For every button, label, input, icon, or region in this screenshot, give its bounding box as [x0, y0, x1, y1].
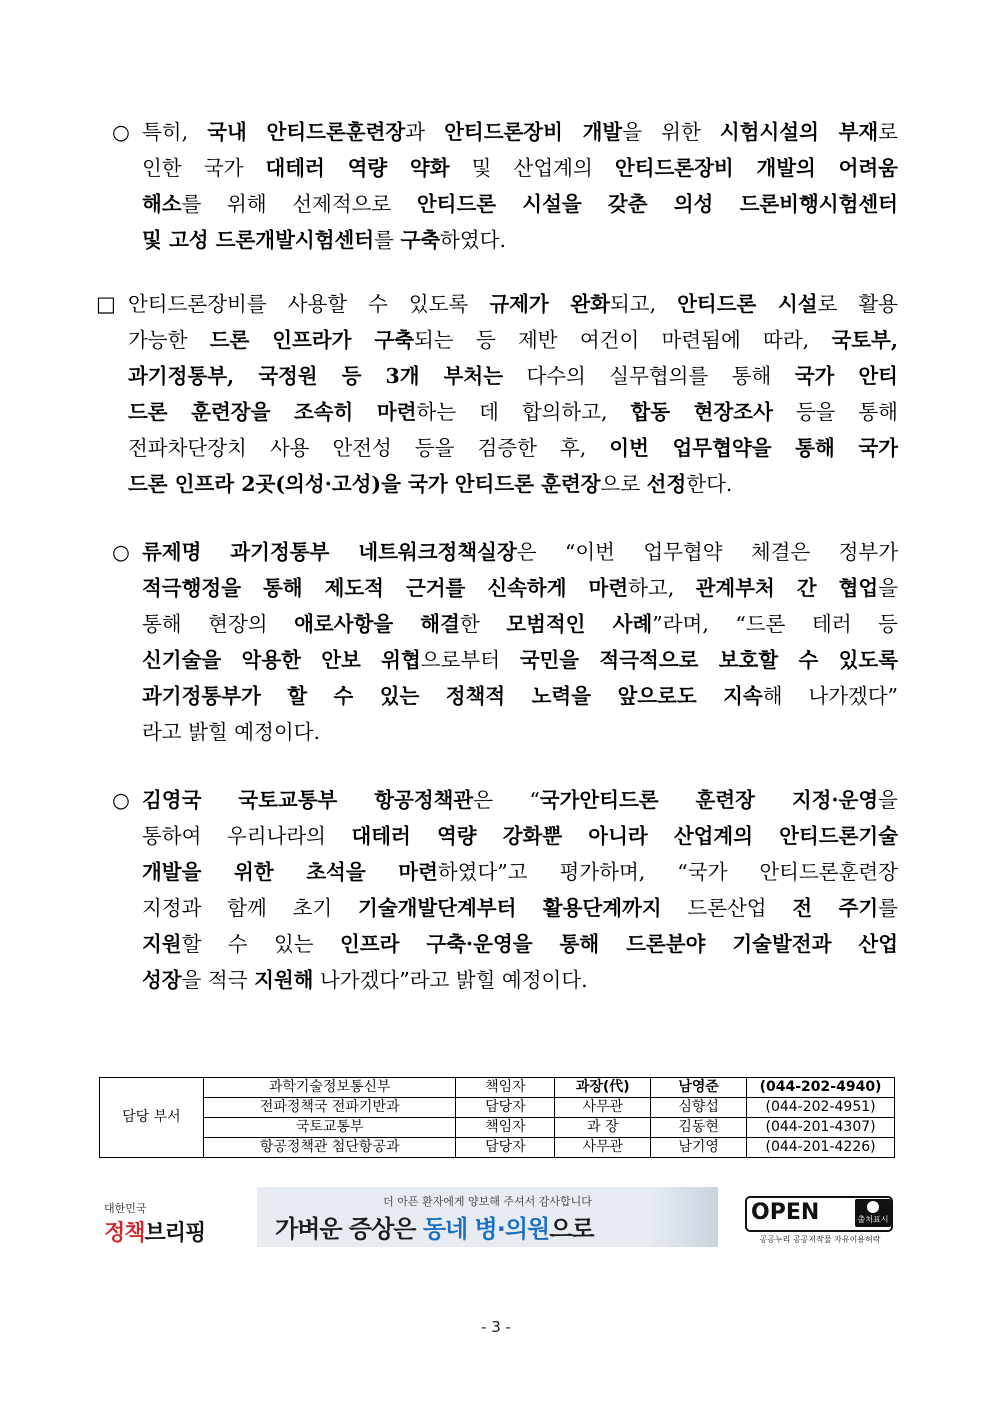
attribution-badge-text: 출처표시: [857, 1215, 889, 1224]
text-run: 통해 현장의: [142, 612, 295, 636]
contact-table: [99, 1077, 895, 1158]
text-run: 으로: [600, 472, 647, 496]
text-line: [142, 714, 898, 750]
text-run: 해 나가겠다”: [762, 684, 899, 708]
text-line: [142, 678, 898, 714]
text-run: 하는 데 합의하고,: [416, 400, 631, 424]
bold-text: 모범적인 사례: [506, 612, 653, 636]
text-run: 를: [374, 228, 401, 252]
text-run: 전파차단장치 사용 안전성 등을 검증한 후,: [128, 436, 610, 460]
logo-main-text: [104, 1221, 205, 1246]
text-line: [142, 186, 898, 222]
paragraph-molit-quote: [112, 782, 898, 998]
bold-text: 개발을 위한 초석을 마련: [142, 860, 438, 884]
bold-text: 합동 현장조사: [630, 400, 773, 424]
text-run: 은 “이번 업무협약 체결은 정부가: [516, 540, 899, 564]
open-word: OPEN: [751, 1200, 820, 1225]
role-cell: 담당자: [456, 1138, 555, 1158]
page-number: - 3 -: [481, 1318, 511, 1336]
text-run: 를 위해 선제적으로: [181, 192, 417, 216]
text-run: 등을 통해: [772, 400, 898, 424]
text-run: 으로부터: [420, 648, 520, 672]
banner-main-highlight: 동네 병·의원: [422, 1215, 550, 1243]
bold-text: 대테러 역량 약화: [265, 156, 450, 180]
text-line: [142, 114, 898, 150]
bold-text: 지원: [142, 932, 182, 956]
table-row: [100, 1138, 895, 1158]
bold-text: 국가 안티: [794, 364, 898, 388]
bold-text: 국내 안티드론훈련장: [207, 120, 406, 144]
bold-text: 인프라 구축·운영을 통해 드론분야 기술발전과 산업: [339, 932, 899, 956]
open-sub-text: 공공누리 공공저작물 자유이용허락: [759, 1235, 881, 1244]
policy-briefing-logo: [104, 1200, 214, 1248]
text-run: 드론산업: [661, 896, 793, 920]
text-line: [128, 322, 898, 358]
bold-text: 애로사항을 해결: [294, 612, 460, 636]
text-run: 특히,: [142, 120, 208, 144]
bold-text: 대테러 역량 강화뿐 아니라 산업계의 안티드론기술: [351, 824, 898, 848]
text-run: 하였다”고 평가하며, “국가 안티드론훈련장: [437, 860, 898, 884]
logo-small-text: 대한민국: [104, 1202, 147, 1215]
text-line: [142, 926, 898, 962]
title-cell: 사무관: [555, 1098, 651, 1118]
text-run: 과: [405, 120, 445, 144]
bold-text: 안티드론장비 개발: [444, 120, 623, 144]
phone-cell: (044-202-4940): [747, 1078, 895, 1098]
banner-main-c: 으로: [549, 1215, 594, 1243]
bold-text: 국토부,: [831, 328, 898, 352]
text-line: [128, 430, 898, 466]
role-cell: 책임자: [456, 1118, 555, 1138]
bold-text: 관계부처 간 협업: [695, 576, 879, 600]
paragraph-anti-drone-facilities: [112, 114, 898, 258]
text-line: [142, 606, 898, 642]
text-line: [128, 358, 898, 394]
text-run: 한: [459, 612, 507, 636]
banner-main-text: [275, 1209, 594, 1244]
text-line: [128, 394, 898, 430]
name-cell: 남영준: [651, 1078, 747, 1098]
banner-main-a: 가벼운 증상은: [275, 1215, 423, 1243]
text-run: 은 “: [473, 788, 540, 812]
text-run: 나가겠다”라고 밝힐 예정이다.: [313, 968, 588, 992]
paragraph-lines: [142, 782, 898, 998]
phone-cell: (044-202-4951): [747, 1098, 895, 1118]
text-line: [142, 890, 898, 926]
text-line: [142, 222, 898, 258]
bold-text: 지원해: [254, 968, 314, 992]
attribution-badge: [855, 1199, 891, 1227]
paragraph-msit-quote: [112, 534, 898, 750]
text-run: 을: [878, 576, 898, 600]
text-line: [142, 642, 898, 678]
bold-text: 류제명 과기정통부 네트워크정책실장: [142, 540, 517, 564]
banner-top-text: 더 아픈 환자에게 양보해 주셔서 감사합니다: [383, 1195, 592, 1208]
bold-text: 선정: [646, 472, 687, 496]
bold-text: 해소: [142, 192, 182, 216]
text-run: 을: [878, 788, 898, 812]
bold-text: 신기술을 악용한 안보 위협: [142, 648, 421, 672]
circle-bullet: ○: [112, 788, 130, 812]
kogl-open-logo: [745, 1196, 895, 1244]
text-run: 를: [878, 896, 899, 920]
table-row: [100, 1118, 895, 1138]
bold-text: 구축: [400, 228, 441, 252]
phone-cell: (044-201-4226): [747, 1138, 895, 1158]
text-line: [128, 286, 898, 322]
text-line: [128, 466, 898, 502]
bold-text: 성장: [142, 968, 182, 992]
text-run: 을 적극: [181, 968, 255, 992]
text-line: [142, 534, 898, 570]
title-cell: 과장(代): [555, 1078, 651, 1098]
bold-text: 과기정통부가 할 수 있는 정책적 노력을 앞으로도 지속: [142, 684, 763, 708]
text-run: 인한 국가: [142, 156, 266, 180]
name-cell: 김동현: [651, 1118, 747, 1138]
text-run: 하고,: [628, 576, 696, 600]
square-bullet: □: [96, 292, 116, 316]
text-run: 할 수 있는: [181, 932, 340, 956]
text-run: 되는 등 제반 여건이 마련됨에 따라,: [413, 328, 832, 352]
text-line: [142, 854, 898, 890]
bold-text: 드론 인프라 2곳(의성·고성)을 국가 안티드론 훈련장: [128, 472, 601, 496]
bold-text: 과기정통부, 국정원 등 3개 부처는: [128, 364, 504, 388]
text-run: 가능한: [128, 328, 210, 352]
circle-bullet: ○: [112, 120, 130, 144]
bold-text: 안티드론장비 개발의 어려움: [614, 156, 898, 180]
paragraph-lines: [142, 114, 898, 258]
bold-text: 이번 업무협약을 통해 국가: [609, 436, 899, 460]
paragraph-agreement: [96, 286, 898, 502]
paragraph-lines: [142, 534, 898, 750]
text-run: 한다.: [686, 472, 733, 496]
org-line: 국토교통부: [203, 1118, 456, 1138]
person-icon: [867, 1201, 879, 1213]
bold-text: 시험시설의 부재: [719, 120, 879, 144]
logo-black-text: 브리핑: [144, 1221, 206, 1246]
logo-red-text: 정책: [104, 1221, 145, 1246]
bold-text: 전 주기: [792, 896, 879, 920]
org-line: 전파정책국 전파기반과: [203, 1098, 456, 1118]
bold-text: 국가안티드론 훈련장 지정·운영: [539, 788, 879, 812]
text-line: [142, 570, 898, 606]
text-run: 통하여 우리나라의: [142, 824, 352, 848]
bold-text: 국민을 적극적으로 보호할 수 있도록: [519, 648, 898, 672]
text-line: [142, 782, 898, 818]
org-line: 과학기술정보통신부: [203, 1078, 456, 1098]
text-run: 을 위한: [622, 120, 720, 144]
text-run: 및 산업계의: [449, 156, 615, 180]
text-line: [142, 962, 898, 998]
text-run: 로 활용: [817, 292, 898, 316]
role-cell: 책임자: [456, 1078, 555, 1098]
name-cell: 심향섭: [651, 1098, 747, 1118]
table-row: [100, 1078, 895, 1098]
name-cell: 남기영: [651, 1138, 747, 1158]
text-line: [142, 150, 898, 186]
title-cell: 사무관: [555, 1138, 651, 1158]
org-line: 항공정책관 첨단항공과: [203, 1138, 456, 1158]
dept-label: 담당 부서: [100, 1078, 204, 1158]
text-run: ”라며, “드론 테러 등: [652, 612, 898, 636]
bold-text: 및 고성 드론개발시험센터: [142, 228, 375, 252]
text-run: 다수의 실무협의를 통해: [503, 364, 795, 388]
bold-text: 기술개발단계부터 활용단계까지: [357, 896, 662, 920]
phone-cell: (044-201-4307): [747, 1118, 895, 1138]
bold-text: 규제가 완화: [489, 292, 610, 316]
text-run: 지정과 함께 초기: [142, 896, 358, 920]
bold-text: 적극행정을 통해 제도적 근거를 신속하게 마련: [142, 576, 629, 600]
bold-text: 드론 인프라가 구축: [209, 328, 414, 352]
text-run: 라고 밝힐 예정이다.: [142, 720, 320, 744]
paragraph-lines: [128, 286, 898, 502]
bold-text: 드론 훈련장을 조속히 마련: [128, 400, 417, 424]
role-cell: 담당자: [456, 1098, 555, 1118]
title-cell: 과 장: [555, 1118, 651, 1138]
text-run: 하였다.: [440, 228, 506, 252]
bold-text: 김영국 국토교통부 항공정책관: [142, 788, 474, 812]
text-run: 로: [878, 120, 899, 144]
text-run: 안티드론장비를 사용할 수 있도록: [128, 292, 490, 316]
text-line: [142, 818, 898, 854]
table-row: [100, 1098, 895, 1118]
circle-bullet: ○: [112, 540, 130, 564]
clinic-banner: [257, 1187, 718, 1247]
bold-text: 안티드론 시설을 갖춘 의성 드론비행시험센터: [416, 192, 898, 216]
text-run: 되고,: [609, 292, 678, 316]
bold-text: 안티드론 시설: [677, 292, 818, 316]
